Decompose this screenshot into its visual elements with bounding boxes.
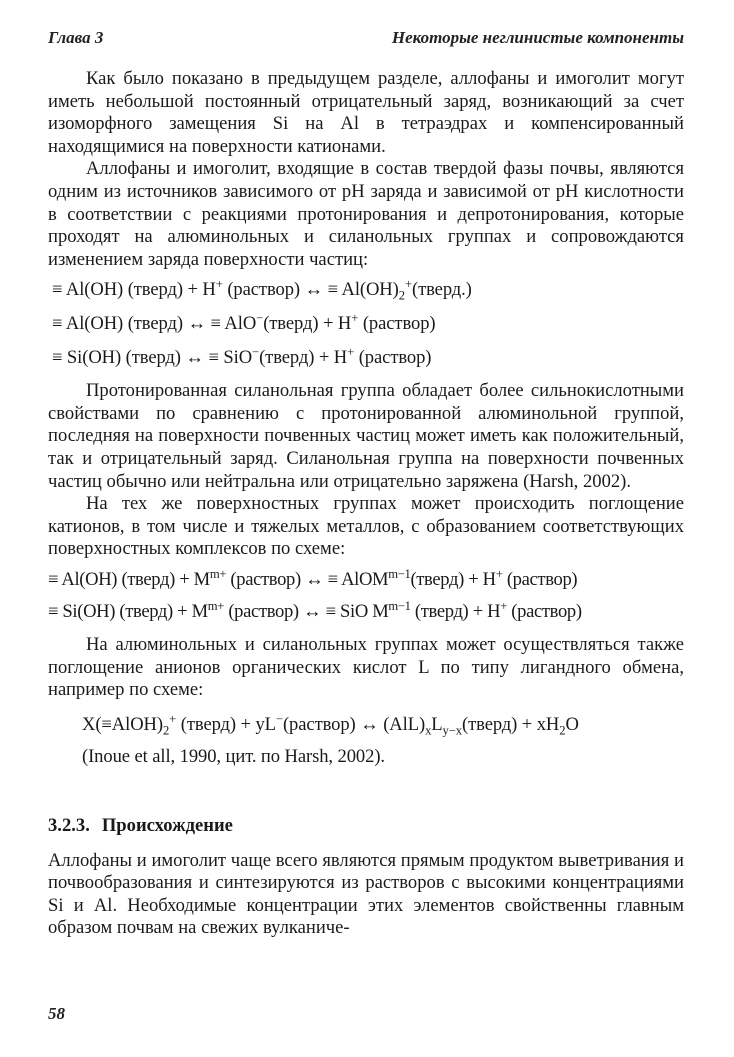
paragraph-3: Протонированная силанольная группа обладает более сильнокислотными свойствами по сравнению с протонированной алюминольной группой, последняя на поверхности почвенных частиц может иметь как положительный, так и отрицательный заряд. Силанольная группа на поверхности почвенных частиц обычно или нейтральна или отрицательно заряжена (Harsh, 2002). [48, 380, 684, 492]
paragraph-1: Как было показано в предыдущем разделе, аллофаны и имоголит могут иметь небольшой постоянный отрицательный заряд, возникающий за счет изоморфного замещения Si на Al в тетраэдрах и компенсированный находящимися на поверхности катионами. [48, 68, 684, 157]
equation-6: $X(\equiv AlOH)_2^+$ (тверд) + yL−(раствор) ↔ $(AlL)_xL_{y-x}(тверд) + xH_2O$ [82, 711, 579, 738]
paragraph-5: На алюминольных и силанольных группах может осуществляться также поглощение анионов органических кислот L по типу лигандного обмена, например по схеме: [48, 634, 684, 701]
equation-4: ≡ Al(OH) (тверд) + $M^{m+}$ (раствор) ↔ ≡ AlOM$^{m-1}$(тверд) + H+ (раствор) [48, 566, 578, 590]
equation-5: ≡ Si(OH) (тверд) + $M^{m+}$ (раствор) ↔ ≡ SiO $M^{m-1}$ (тверд) + H+ (раствор) [48, 599, 582, 623]
equation-1: ≡ Al(OH) (тверд) + H+ (раствор) ↔ ≡ $Al(OH)_2^+(тверд.)$ [52, 277, 472, 304]
equation-3: ≡ Si(OH) (тверд) ↔ ≡ SiO−(тверд) + H+ (раствор) [52, 344, 432, 368]
running-title: Некоторые неглинистые компоненты [391, 28, 684, 47]
equation-2: ≡ Al(OH) (тверд) ↔ ≡ AlO−(тверд) + H+ (раствор) [52, 310, 436, 334]
section-heading [48, 815, 684, 838]
paragraph-2: Аллофаны и имоголит, входящие в состав твердой фазы почвы, являются одним из источников зависимого от pH заряда и зависимой от pH кислотности в соответствии с реакциями протонирования и депротонирования, которые проходят на алюминольных и силанольных группах и сопровождаются изменением заряда поверхности частиц: [48, 158, 684, 270]
section-number: 3.2.3. [48, 815, 90, 837]
section-title: Происхождение [101, 815, 233, 837]
citation-line: (Inoue et all, 1990, цит. по Harsh, 2002). [82, 746, 385, 768]
paragraph-6: Аллофаны и имоголит чаще всего являются прямым продуктом выветривания и почвообразования и синтезируются из растворов с высокими концентрациями Si и Al. Необходимые концентрации этих элементов свойственны главным образом почвам на свежих вулканиче- [48, 849, 684, 939]
page-number: 58 [48, 1004, 65, 1023]
page-body [48, 68, 684, 940]
running-header [48, 28, 684, 52]
paragraph-4: На тех же поверхностных группах может происходить поглощение катионов, в том числе и тяжелых металлов, с образованием соответствующих поверхностных комплексов по схеме: [48, 493, 684, 560]
chapter-label: Глава 3 [48, 28, 104, 47]
